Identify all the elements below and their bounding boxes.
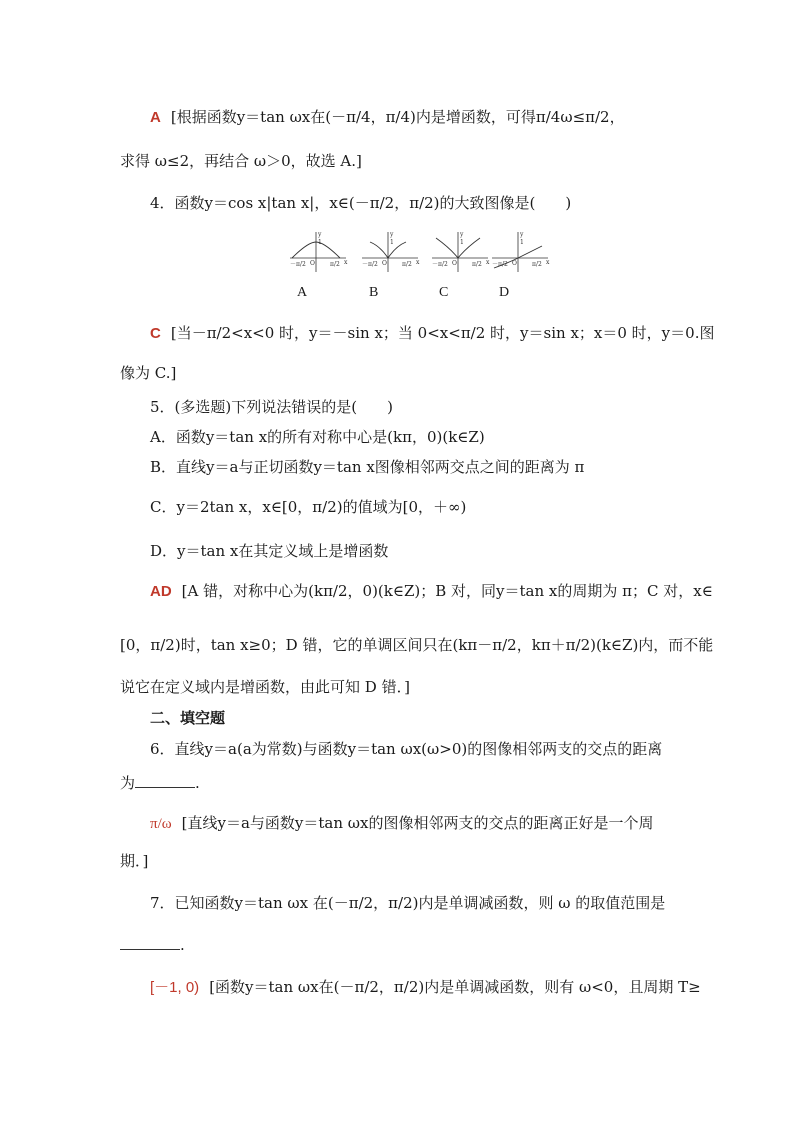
- tick-neg-half-pi: －π/2: [492, 261, 508, 268]
- answer-line-7: [150, 976, 701, 999]
- origin-label: O: [512, 260, 517, 267]
- answer-text: [根据函数y＝tan ωx在(－π/4，π/4)内是增函数，可得π/4ω≤π/2，: [170, 108, 625, 126]
- text: .: [180, 936, 185, 954]
- answer-label: π/ω: [150, 816, 172, 832]
- answer-label: AD: [150, 583, 172, 600]
- origin-label: O: [382, 260, 387, 267]
- answer-text: [A 错，对称中心为(kπ/2，0)(k∈Z)；B 对，同y＝tan x的周期为 π；C 对，x∈: [181, 582, 713, 600]
- x-axis-label: x: [486, 259, 490, 266]
- question-6-blank-line: 为 .: [120, 774, 200, 792]
- answer-line-4: [150, 322, 715, 345]
- answer-label: C: [150, 325, 161, 342]
- answer-line-5: [150, 580, 713, 603]
- question-7: [150, 892, 675, 914]
- question-text: 6．直线y＝a(a为常数)与函数y＝tan ωx(ω>0)的图像相邻两支的交点的距离: [150, 740, 663, 758]
- x-axis-label: x: [546, 259, 550, 266]
- x-axis-label: x: [416, 259, 420, 266]
- answer-continuation: [120, 150, 675, 172]
- text: 像为 C.]: [120, 364, 177, 382]
- option-c: [150, 496, 675, 518]
- origin-label: O: [452, 260, 457, 267]
- text: 为: [120, 774, 136, 792]
- option-label-d: D: [499, 285, 510, 300]
- heading-text: 二、填空题: [150, 710, 226, 727]
- answer-continuation: [120, 362, 675, 384]
- answer-text: [当－π/2<x<0 时，y＝－sin x；当 0<x<π/2 时，y＝sin x；x＝0 时，y＝0.图: [170, 324, 715, 342]
- tick-one: 1: [318, 239, 322, 246]
- option-graph-d: [490, 228, 552, 276]
- x-axis-label: x: [344, 259, 348, 266]
- y-axis-label: y: [318, 231, 322, 238]
- option-text: B．直线y＝a与正切函数y＝tan x图像相邻两交点之间的距离为 π: [150, 458, 585, 476]
- tick-neg-half-pi: －π/2: [362, 261, 378, 268]
- option-graph-c: [430, 228, 492, 276]
- section-heading: [150, 708, 675, 730]
- answer-label: [－1, 0): [150, 979, 200, 996]
- option-text: D．y＝tan x在其定义域上是增函数: [150, 542, 389, 560]
- option-text: C．y＝2tan x，x∈[0，π/2)的值域为[0，＋∞): [150, 498, 467, 516]
- option-label-b: B: [369, 285, 379, 300]
- question-5: [150, 396, 675, 418]
- answer-line-6: [150, 812, 675, 835]
- question-text: 5．(多选题)下列说法错误的是( ): [150, 398, 393, 416]
- option-label-c: C: [439, 285, 449, 300]
- question-6: [150, 738, 675, 760]
- answer-continuation: [120, 850, 675, 872]
- tick-one: 1: [390, 239, 394, 246]
- text: 说它在定义域内是增函数，由此可知 D 错．]: [120, 678, 410, 696]
- text: [0，π/2)时，tan x≥0；D 错，它的单调区间只在(kπ－π/2，kπ＋π/2)(k∈Z)内，而不能: [120, 636, 714, 654]
- question-text: 4．函数y＝cos x|tan x|，x∈(－π/2，π/2)的大致图像是( ): [150, 194, 572, 212]
- answer-blank: [135, 773, 195, 788]
- tick-one: 1: [460, 239, 464, 246]
- answer-line-3: [150, 106, 675, 129]
- answer-continuation: [120, 634, 714, 656]
- answer-text: [函数y＝tan ωx在(－π/2，π/2)内是单调减函数，则有 ω<0，且周期 T≥: [209, 978, 701, 996]
- option-b: [150, 456, 675, 478]
- y-axis-label: y: [390, 231, 394, 238]
- answer-continuation: [120, 676, 675, 698]
- question-7-blank-line: [120, 934, 675, 956]
- tick-half-pi: π/2: [532, 261, 542, 268]
- question-4: [150, 192, 675, 214]
- option-graph-a: [288, 228, 350, 276]
- answer-text: [直线y＝a与函数y＝tan ωx的图像相邻两支的交点的距离正好是一个周: [181, 814, 654, 832]
- answer-blank: [120, 935, 180, 950]
- option-graph-b: [360, 228, 422, 276]
- option-a: [150, 426, 675, 448]
- option-d: [150, 540, 675, 562]
- tick-half-pi: π/2: [472, 261, 482, 268]
- tick-neg-half-pi: －π/2: [290, 261, 306, 268]
- tick-one: 1: [520, 239, 524, 246]
- y-axis-label: y: [460, 231, 464, 238]
- option-text: A．函数y＝tan x的所有对称中心是(kπ，0)(k∈Z): [150, 428, 485, 446]
- y-axis-label: y: [520, 231, 524, 238]
- tick-half-pi: π/2: [330, 261, 340, 268]
- option-label-a: A: [297, 285, 308, 300]
- origin-label: O: [310, 260, 315, 267]
- tick-neg-half-pi: －π/2: [432, 261, 448, 268]
- tick-half-pi: π/2: [402, 261, 412, 268]
- question-text: 7．已知函数y＝tan ωx 在(－π/2，π/2)内是单调减函数，则 ω 的取值范围是: [150, 894, 666, 912]
- answer-label: A: [150, 109, 161, 126]
- text: 期．]: [120, 852, 149, 870]
- text: 求得 ω≤2，再结合 ω＞0，故选 A.]: [120, 152, 362, 170]
